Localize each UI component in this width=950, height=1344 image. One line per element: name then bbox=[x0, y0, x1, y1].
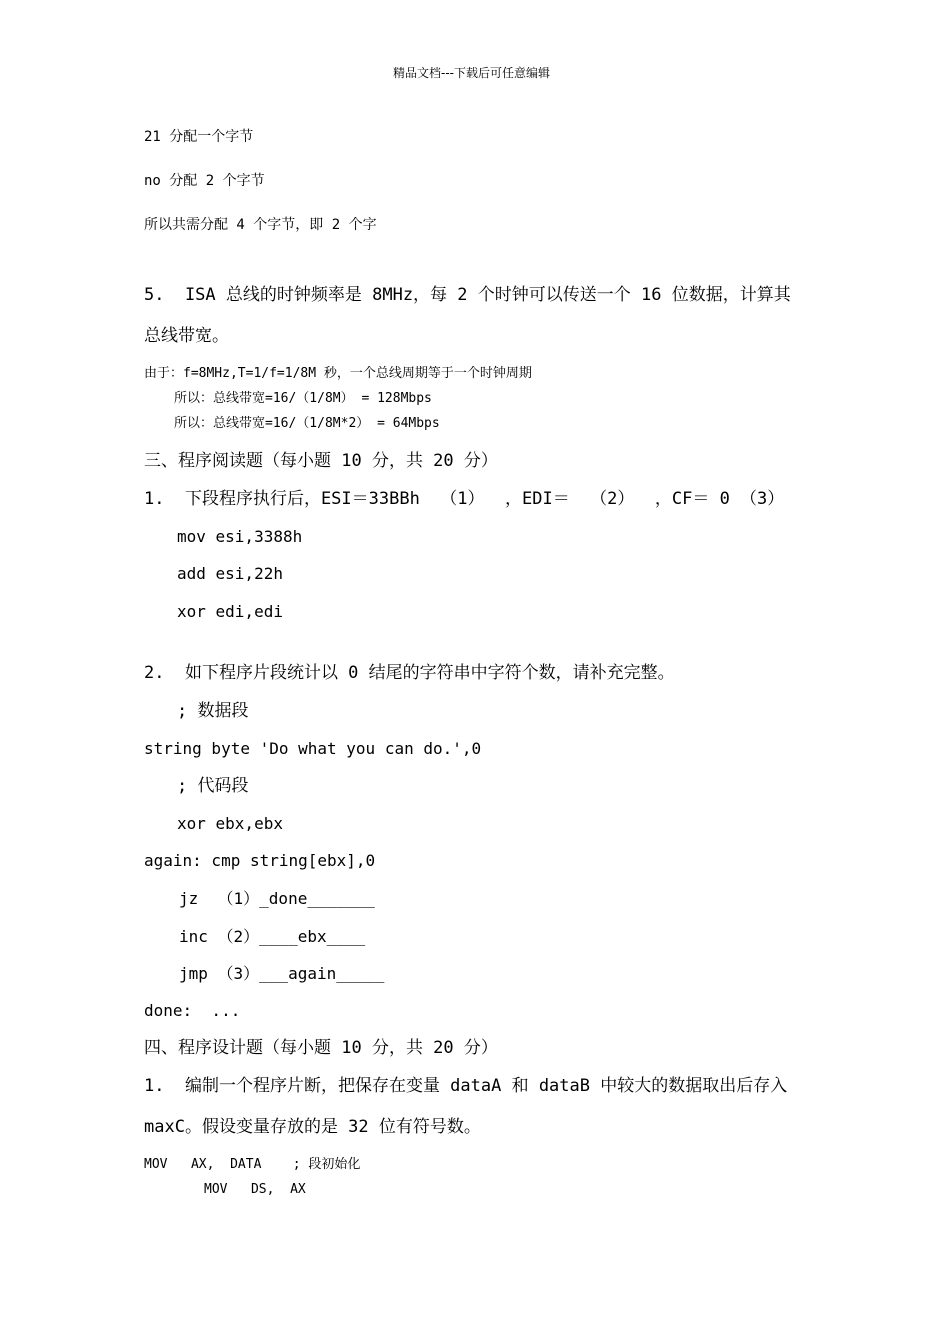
answer-line: no 分配 2 个字节 bbox=[144, 173, 265, 189]
section-3-question-1: 1. 下段程序执行后，ESI＝33BBh （1） ，EDI＝ （2） ，CF＝ 0 （3） bbox=[144, 489, 785, 509]
section-4-title: 四、程序设计题（每小题 10 分，共 20 分） bbox=[144, 1038, 498, 1058]
code-line: xor ebx,ebx bbox=[177, 814, 283, 833]
section-3-title: 三、程序阅读题（每小题 10 分，共 20 分） bbox=[144, 451, 498, 471]
answer-line: 由于：f=8MHz,T=1/f=1/8M 秒，一个总线周期等于一个时钟周期 bbox=[144, 366, 532, 381]
code-line: jz （1）_done_______ bbox=[179, 889, 375, 908]
code-line: ; 代码段 bbox=[177, 776, 249, 796]
answer-line: 所以共需分配 4 个字节，即 2 个字 bbox=[144, 217, 377, 233]
code-line: done: ... bbox=[144, 1001, 241, 1020]
code-line: MOV AX, DATA ; 段初始化 bbox=[144, 1157, 361, 1172]
code-line: inc （2）____ebx____ bbox=[179, 927, 366, 946]
section-4-question-1-line-1: 1. 编制一个程序片断，把保存在变量 dataA 和 dataB 中较大的数据取出后存入 bbox=[144, 1076, 788, 1096]
question-5-line-2: 总线带宽。 bbox=[144, 326, 229, 346]
code-line: ; 数据段 bbox=[177, 701, 249, 721]
code-line: xor edi,edi bbox=[177, 602, 283, 621]
answer-line: 所以：总线带宽=16/（1/8M） = 128Mbps bbox=[174, 391, 432, 406]
code-line: MOV DS, AX bbox=[204, 1182, 306, 1197]
code-line: string byte 'Do what you can do.',0 bbox=[144, 739, 482, 758]
code-line: mov esi,3388h bbox=[177, 527, 303, 546]
section-3-question-2: 2. 如下程序片段统计以 0 结尾的字符串中字符个数，请补充完整。 bbox=[144, 663, 675, 683]
code-line: again: cmp string[ebx],0 bbox=[144, 851, 376, 870]
question-5-line-1: 5. ISA 总线的时钟频率是 8MHz，每 2 个时钟可以传送一个 16 位数据，计算其 bbox=[144, 285, 791, 305]
section-4-question-1-line-2: maxC。假设变量存放的是 32 位有符号数。 bbox=[144, 1117, 481, 1137]
answer-line: 所以：总线带宽=16/（1/8M*2） = 64Mbps bbox=[174, 416, 440, 431]
answer-line: 21 分配一个字节 bbox=[144, 129, 254, 145]
code-line: add esi,22h bbox=[177, 564, 283, 583]
page-header: 精品文档---下载后可任意编辑 bbox=[393, 66, 550, 80]
code-line: jmp （3）___again_____ bbox=[179, 964, 385, 983]
